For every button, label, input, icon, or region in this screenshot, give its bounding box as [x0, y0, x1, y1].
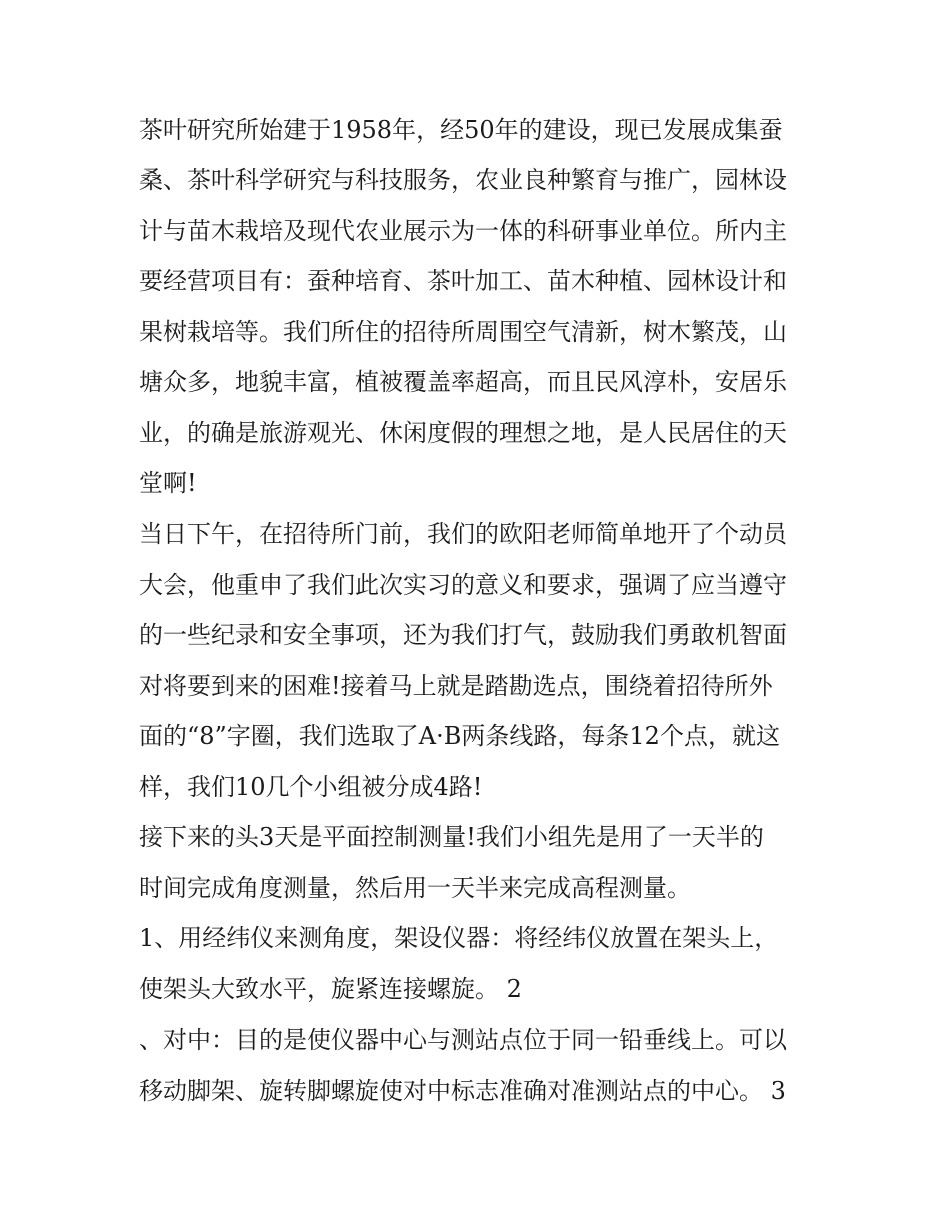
text-line: 面的“8”字圈，我们选取了A·B两条线路，每条12个点，就这	[139, 722, 780, 750]
text-line: 果树栽培等。我们所住的招待所周围空气清新，树木繁茂，山	[139, 318, 787, 346]
text-line: 大会，他重申了我们此次实习的意义和要求，强调了应当遵守	[139, 571, 787, 599]
text-line: 茶叶研究所始建于1958年，经50年的建设，现已发展成集蚕	[139, 116, 783, 144]
text-line: 桑、茶叶科学研究与科技服务，农业良种繁育与推广，园林设	[139, 166, 787, 194]
text-line: 使架头大致水平，旋紧连接螺旋。 2	[139, 975, 522, 1003]
text-line: 计与苗木栽培及现代农业展示为一体的科研事业单位。所内主	[139, 217, 787, 245]
text-line: 对将要到来的困难!接着马上就是踏勘选点，围绕着招待所外	[139, 672, 773, 700]
text-line: 塘众多，地貌丰富，植被覆盖率超高，而且民风淳朴，安居乐	[139, 368, 787, 396]
text-line: 时间完成角度测量，然后用一天半来完成高程测量。	[139, 874, 691, 902]
text-line: 当日下午，在招待所门前，我们的欧阳老师简单地开了个动员	[139, 520, 787, 548]
text-line: 要经营项目有：蚕种培育、茶叶加工、苗木种植、园林设计和	[139, 267, 787, 295]
text-line: 堂啊!	[139, 469, 197, 497]
text-line: 接下来的头3天是平面控制测量!我们小组先是用了一天半的	[139, 823, 764, 851]
text-line: 业，的确是旅游观光、休闲度假的理想之地，是人民居住的天	[139, 419, 787, 447]
text-line: 的一些纪录和安全事项，还为我们打气，鼓励我们勇敢机智面	[139, 621, 787, 649]
text-line: 、对中：目的是使仪器中心与测站点位于同一铅垂线上。可以	[139, 1026, 787, 1054]
text-line: 样，我们10几个小组被分成4路!	[139, 773, 483, 801]
text-line: 1、用经纬仪来测角度，架设仪器：将经纬仪放置在架头上，	[139, 924, 779, 952]
text-line: 移动脚架、旋转脚螺旋使对中标志准确对准测站点的中心。 3	[139, 1077, 786, 1105]
